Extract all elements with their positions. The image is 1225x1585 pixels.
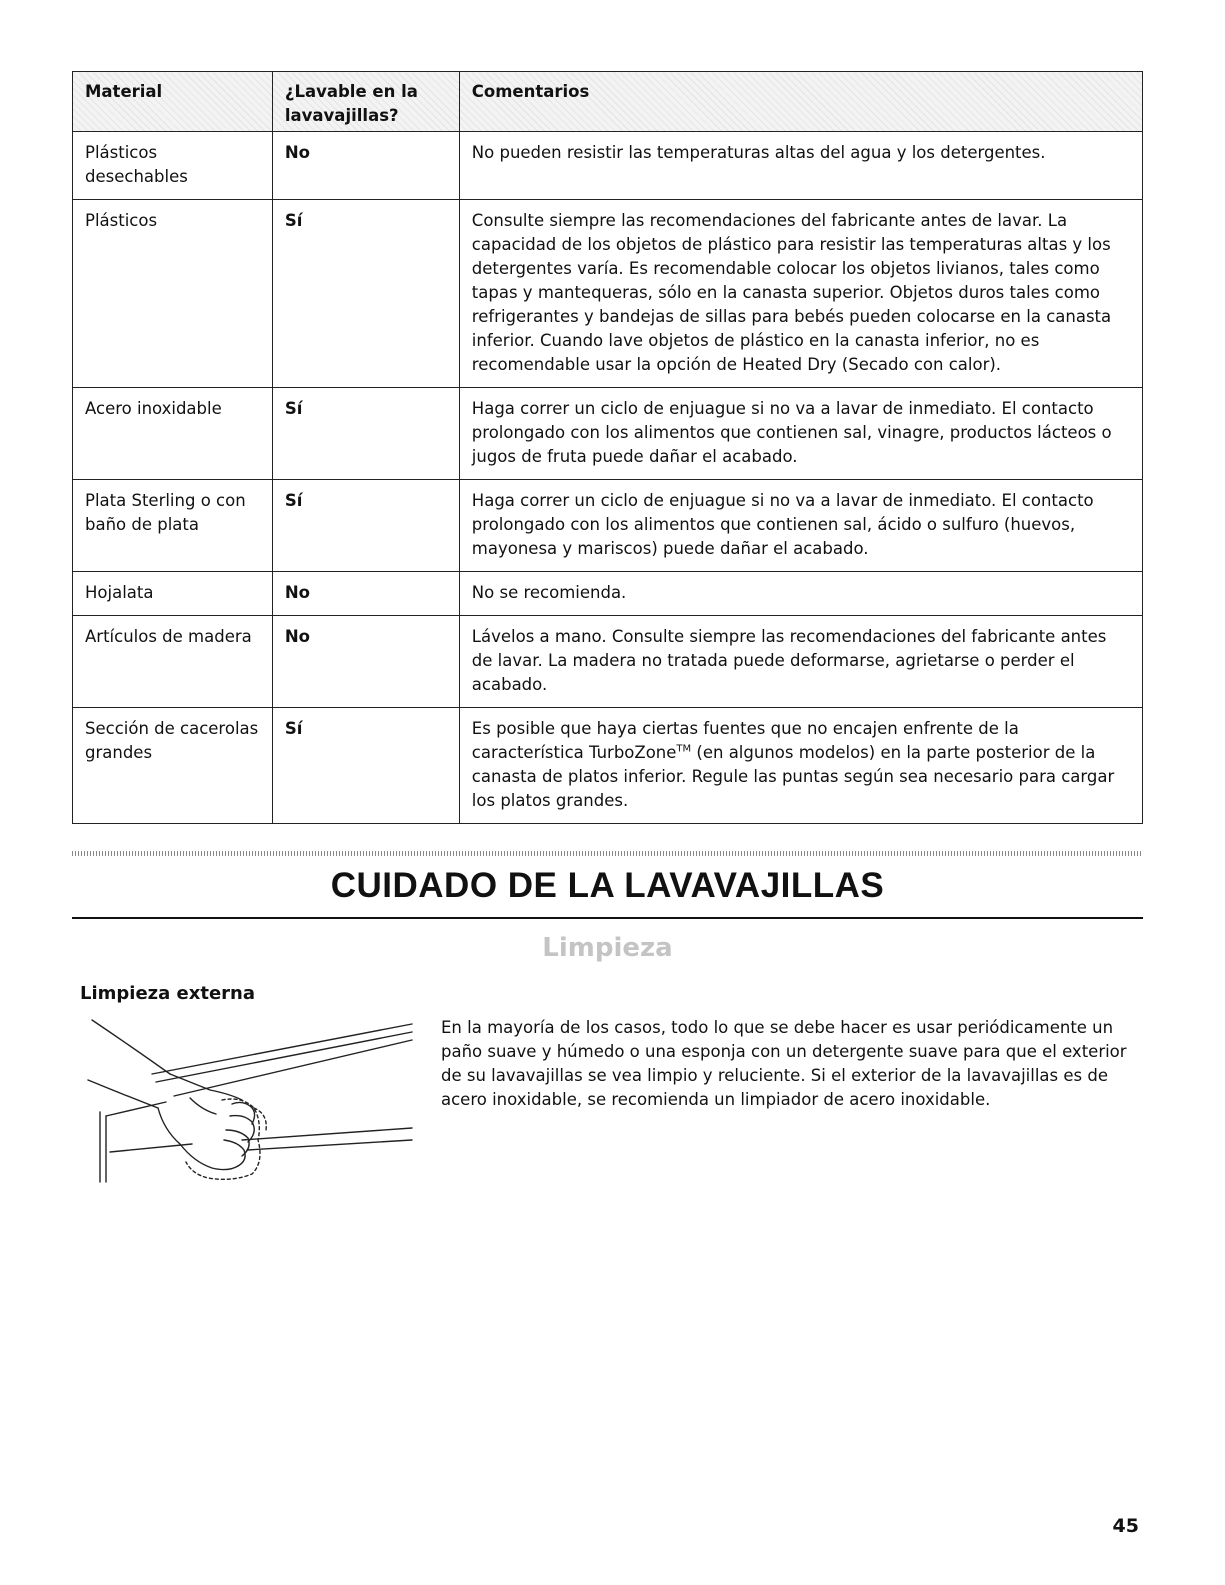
table-row (73, 572, 1143, 616)
comment-cell: Lávelos a mano. Consulte siempre las recomendaciones del fabricante antes de lavar. La madera no tratada puede deformarse, agrietarse o perder el acabado. (459, 616, 1142, 708)
comment-text-before: Es posible que haya ciertas fuentes que no encajen enfrente de la característica TurboZone (471, 719, 1019, 762)
title-underline (72, 917, 1143, 919)
table-header-row (73, 72, 1143, 132)
table-row (73, 616, 1143, 708)
comment-text-after: (en algunos modelos) en la parte posterior de la canasta de platos inferior. Regule las puntas según sea necesario para cargar los platos grandes. (471, 743, 1115, 810)
material-cell: Sección de cacerolas grandes (73, 708, 273, 824)
page-number: 45 (1112, 1515, 1139, 1537)
material-cell: Hojalata (73, 572, 273, 616)
header-material: Material (73, 72, 273, 132)
comment-cell (459, 708, 1142, 824)
washable-cell: No (272, 616, 459, 708)
section-subtitle: Limpieza (542, 933, 673, 963)
washable-cell: No (272, 572, 459, 616)
table-row (73, 708, 1143, 824)
table-row (73, 200, 1143, 388)
washable-cell: Sí (272, 200, 459, 388)
table-row (73, 480, 1143, 572)
comment-cell: No pueden resistir las temperaturas altas del agua y los detergentes. (459, 132, 1142, 200)
header-comments: Comentarios (459, 72, 1142, 132)
table-row (73, 388, 1143, 480)
dishwasher-safety-table (72, 71, 1143, 824)
trademark-mark: TM (676, 743, 692, 755)
comment-cell: Haga correr un ciclo de enjuague si no va a lavar de inmediato. El contacto prolongado con los alimentos que contienen sal, vinagre, productos lácteos o jugos de fruta puede dañar el acabado. (459, 388, 1142, 480)
comment-cell: Consulte siempre las recomendaciones del fabricante antes de lavar. La capacidad de los objetos de plástico para resistir las temperaturas altas y los detergentes varía. Es recomendable colocar los objetos livianos, tales como tapas y mantequeras, sólo en la canasta superior. Objetos duros tales como refrigerantes y bandejas de sillas para bebés pueden colocarse en la canasta inferior. Cuando lave objetos de plástico en la canasta inferior, no es recomendable usar la opción de Heated Dry (Secado con calor). (459, 200, 1142, 388)
comment-cell: Haga correr un ciclo de enjuague si no va a lavar de inmediato. El contacto prolongado con los alimentos que contienen sal, ácido o sulfuro (huevos, mayonesa y mariscos) puede dañar el acabado. (459, 480, 1142, 572)
material-cell: Plásticos (73, 200, 273, 388)
section-title: CUIDADO DE LA LAVAVAJILLAS (330, 866, 885, 905)
washable-cell: Sí (272, 388, 459, 480)
washable-cell: Sí (272, 708, 459, 824)
section-divider (72, 851, 1143, 856)
comment-cell: No se recomienda. (459, 572, 1142, 616)
hand-wiping-cloth-icon (82, 1012, 422, 1187)
table-row (73, 132, 1143, 200)
washable-cell: Sí (272, 480, 459, 572)
material-cell: Acero inoxidable (73, 388, 273, 480)
material-cell: Plásticos desechables (73, 132, 273, 200)
material-cell: Plata Sterling o con baño de plata (73, 480, 273, 572)
header-washable: ¿Lavable en la lavavajillas? (272, 72, 459, 132)
external-cleaning-text: En la mayoría de los casos, todo lo que se debe hacer es usar periódicamente un paño suave y húmedo o una esponja con un detergente suave para que el exterior de su lavavajillas se vea limpio y reluciente. Si el exterior de la lavavajillas es de acero inoxidable, se recomienda un limpiador de acero inoxidable. (441, 1018, 1127, 1109)
washable-cell: No (272, 132, 459, 200)
material-cell: Artículos de madera (73, 616, 273, 708)
subheading-external-cleaning: Limpieza externa (80, 983, 256, 1004)
